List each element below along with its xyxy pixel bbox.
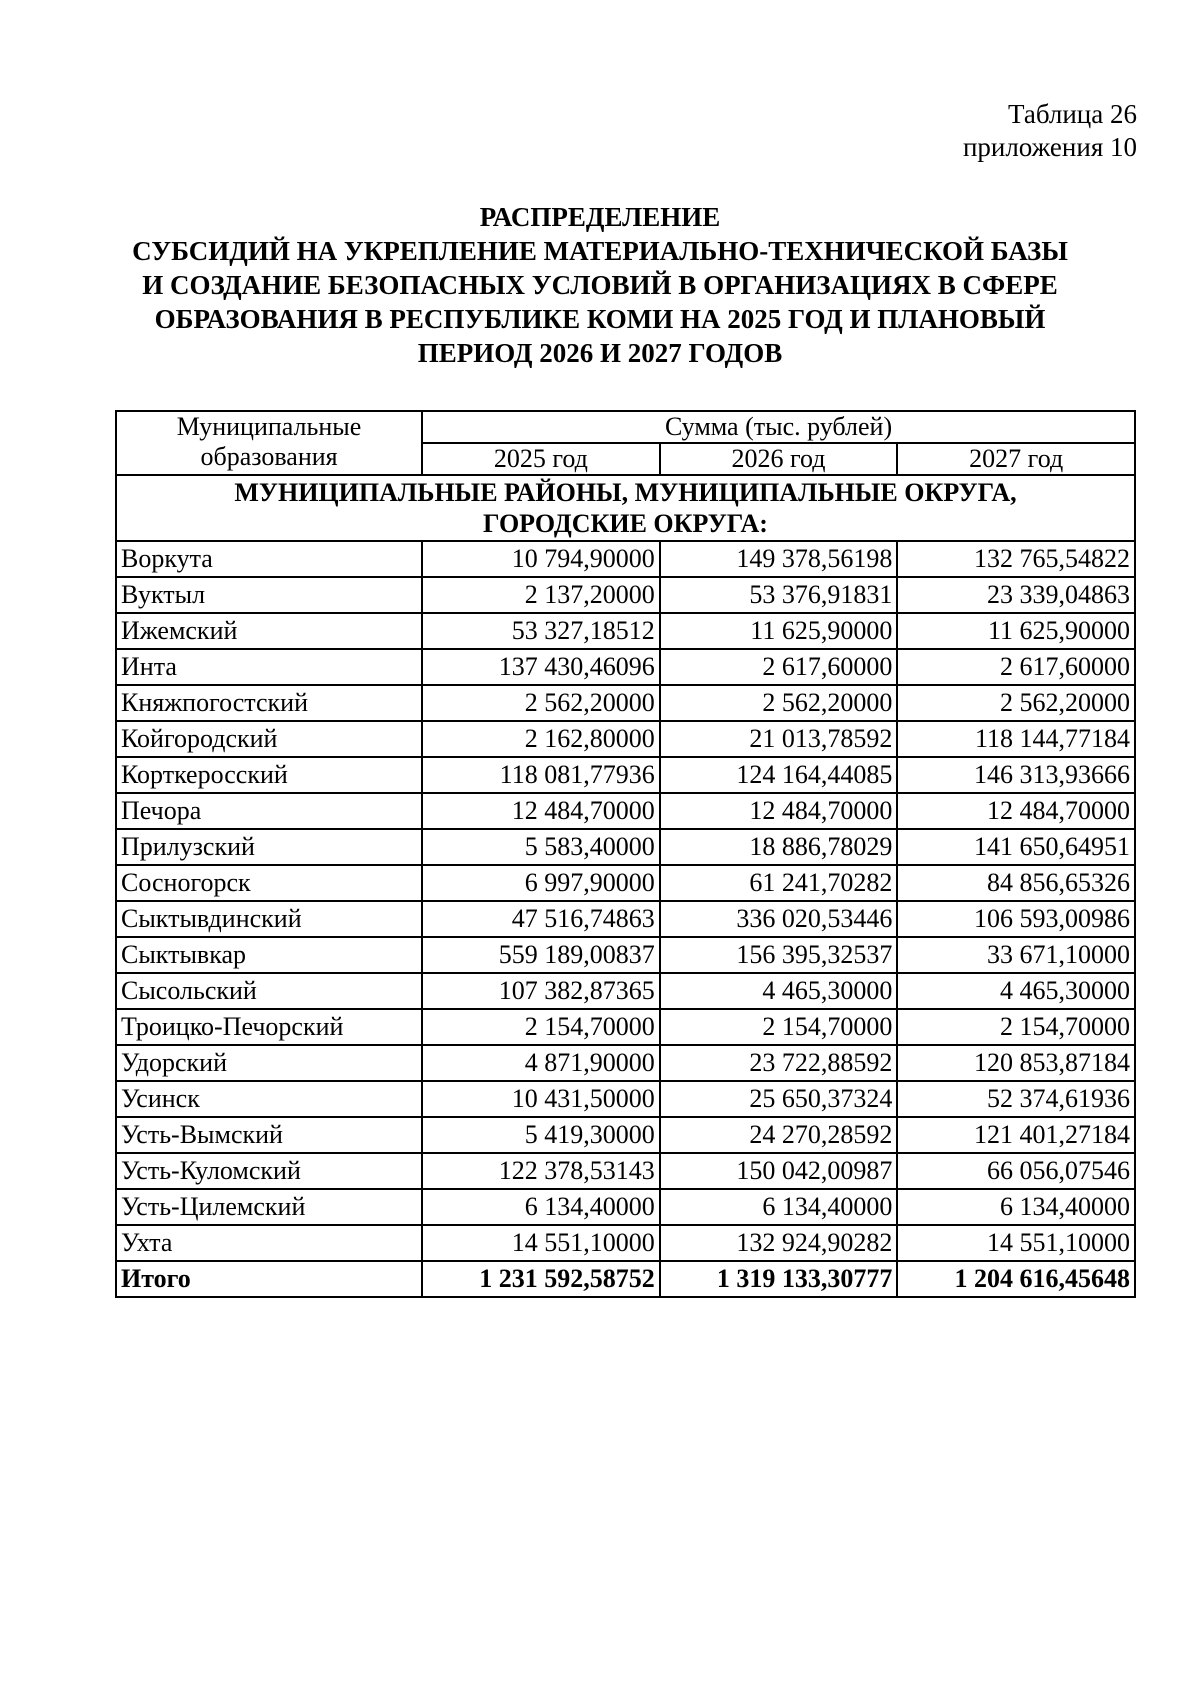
amount-cell: 107 382,87365 xyxy=(422,973,660,1009)
title-line: РАСПРЕДЕЛЕНИЕ xyxy=(479,202,721,232)
amount-cell: 122 378,53143 xyxy=(422,1153,660,1189)
table-reference xyxy=(963,98,1137,164)
table-row xyxy=(116,1189,1135,1225)
table-row xyxy=(116,1153,1135,1189)
table-row xyxy=(116,685,1135,721)
amount-cell: 137 430,46096 xyxy=(422,649,660,685)
amount-cell: 53 376,91831 xyxy=(660,577,898,613)
amount-cell: 2 154,70000 xyxy=(660,1009,898,1045)
municipality-cell: Сыктывдинский xyxy=(116,901,422,937)
amount-cell: 6 134,40000 xyxy=(660,1189,898,1225)
amount-cell: 23 339,04863 xyxy=(897,577,1135,613)
amount-cell: 336 020,53446 xyxy=(660,901,898,937)
amount-cell: 2 137,20000 xyxy=(422,577,660,613)
table-row xyxy=(116,541,1135,577)
municipality-cell: Удорский xyxy=(116,1045,422,1081)
municipality-cell: Печора xyxy=(116,793,422,829)
municipality-cell: Княжпогостский xyxy=(116,685,422,721)
amount-cell: 132 765,54822 xyxy=(897,541,1135,577)
table-row xyxy=(116,829,1135,865)
table-row xyxy=(116,793,1135,829)
amount-cell: 5 419,30000 xyxy=(422,1117,660,1153)
amount-cell: 21 013,78592 xyxy=(660,721,898,757)
municipality-cell: Инта xyxy=(116,649,422,685)
amount-cell: 132 924,90282 xyxy=(660,1225,898,1261)
amount-cell: 559 189,00837 xyxy=(422,937,660,973)
municipality-cell: Итого xyxy=(116,1261,422,1297)
amount-cell: 6 997,90000 xyxy=(422,865,660,901)
table-row xyxy=(116,757,1135,793)
table-row xyxy=(116,721,1135,757)
municipality-cell: Усть-Вымский xyxy=(116,1117,422,1153)
amount-cell: 84 856,65326 xyxy=(897,865,1135,901)
municipality-cell: Усинск xyxy=(116,1081,422,1117)
amount-cell: 10 794,90000 xyxy=(422,541,660,577)
table-row xyxy=(116,937,1135,973)
amount-cell: 14 551,10000 xyxy=(897,1225,1135,1261)
table-row xyxy=(116,901,1135,937)
amount-cell: 150 042,00987 xyxy=(660,1153,898,1189)
amount-cell: 2 617,60000 xyxy=(660,649,898,685)
municipality-cell: Ухта xyxy=(116,1225,422,1261)
amount-cell: 2 162,80000 xyxy=(422,721,660,757)
amount-cell: 124 164,44085 xyxy=(660,757,898,793)
subsidy-distribution-table xyxy=(115,410,1136,1298)
amount-cell: 11 625,90000 xyxy=(897,613,1135,649)
table-row xyxy=(116,577,1135,613)
document-title xyxy=(0,200,1200,370)
municipality-cell: Сосногорск xyxy=(116,865,422,901)
municipality-cell: Усть-Куломский xyxy=(116,1153,422,1189)
column-header-municipal: Муниципальные образования xyxy=(116,411,422,475)
amount-cell: 4 871,90000 xyxy=(422,1045,660,1081)
section-heading: МУНИЦИПАЛЬНЫЕ РАЙОНЫ, МУНИЦИПАЛЬНЫЕ ОКРУГА, ГОРОДСКИЕ ОКРУГА: xyxy=(116,475,1135,541)
amount-cell: 156 395,32537 xyxy=(660,937,898,973)
amount-cell: 118 144,77184 xyxy=(897,721,1135,757)
amount-cell: 6 134,40000 xyxy=(897,1189,1135,1225)
amount-cell: 146 313,93666 xyxy=(897,757,1135,793)
amount-cell: 1 231 592,58752 xyxy=(422,1261,660,1297)
table-row xyxy=(116,1045,1135,1081)
table-row xyxy=(116,973,1135,1009)
amount-cell: 1 204 616,45648 xyxy=(897,1261,1135,1297)
municipality-cell: Ижемский xyxy=(116,613,422,649)
amount-cell: 12 484,70000 xyxy=(422,793,660,829)
amount-cell: 24 270,28592 xyxy=(660,1117,898,1153)
title-line: И СОЗДАНИЕ БЕЗОПАСНЫХ УСЛОВИЙ В ОРГАНИЗАЦИЯХ В СФЕРЕ xyxy=(142,270,1058,300)
amount-cell: 106 593,00986 xyxy=(897,901,1135,937)
amount-cell: 18 886,78029 xyxy=(660,829,898,865)
municipality-cell: Сысольский xyxy=(116,973,422,1009)
amount-cell: 23 722,88592 xyxy=(660,1045,898,1081)
table-row xyxy=(116,649,1135,685)
amount-cell: 2 154,70000 xyxy=(422,1009,660,1045)
amount-cell: 66 056,07546 xyxy=(897,1153,1135,1189)
title-line: ПЕРИОД 2026 И 2027 ГОДОВ xyxy=(417,338,783,368)
amount-cell: 12 484,70000 xyxy=(660,793,898,829)
column-header-sum: Сумма (тыс. рублей) xyxy=(422,411,1135,443)
amount-cell: 2 562,20000 xyxy=(660,685,898,721)
table-row xyxy=(116,1009,1135,1045)
appendix-number: приложения 10 xyxy=(962,132,1137,162)
amount-cell: 61 241,70282 xyxy=(660,865,898,901)
amount-cell: 2 562,20000 xyxy=(422,685,660,721)
amount-cell: 12 484,70000 xyxy=(897,793,1135,829)
table-row xyxy=(116,1117,1135,1153)
amount-cell: 149 378,56198 xyxy=(660,541,898,577)
amount-cell: 47 516,74863 xyxy=(422,901,660,937)
table-row xyxy=(116,865,1135,901)
title-line: СУБСИДИЙ НА УКРЕПЛЕНИЕ МАТЕРИАЛЬНО-ТЕХНИЧЕСКОЙ БАЗЫ xyxy=(132,236,1068,266)
table-number: Таблица 26 xyxy=(1008,99,1137,129)
amount-cell: 25 650,37324 xyxy=(660,1081,898,1117)
amount-cell: 53 327,18512 xyxy=(422,613,660,649)
municipality-cell: Усть-Цилемский xyxy=(116,1189,422,1225)
amount-cell: 2 617,60000 xyxy=(897,649,1135,685)
amount-cell: 5 583,40000 xyxy=(422,829,660,865)
column-header-year: 2027 год xyxy=(897,443,1135,475)
table-row xyxy=(116,1225,1135,1261)
municipality-cell: Троицко-Печорский xyxy=(116,1009,422,1045)
amount-cell: 2 154,70000 xyxy=(897,1009,1135,1045)
amount-cell: 52 374,61936 xyxy=(897,1081,1135,1117)
municipality-cell: Прилузский xyxy=(116,829,422,865)
column-header-year: 2026 год xyxy=(660,443,898,475)
amount-cell: 120 853,87184 xyxy=(897,1045,1135,1081)
amount-cell: 14 551,10000 xyxy=(422,1225,660,1261)
table-row xyxy=(116,1081,1135,1117)
municipality-cell: Воркута xyxy=(116,541,422,577)
amount-cell: 33 671,10000 xyxy=(897,937,1135,973)
amount-cell: 141 650,64951 xyxy=(897,829,1135,865)
amount-cell: 118 081,77936 xyxy=(422,757,660,793)
amount-cell: 2 562,20000 xyxy=(897,685,1135,721)
municipality-cell: Сыктывкар xyxy=(116,937,422,973)
municipality-cell: Койгородский xyxy=(116,721,422,757)
title-line: ОБРАЗОВАНИЯ В РЕСПУБЛИКЕ КОМИ НА 2025 ГОД И ПЛАНОВЫЙ xyxy=(154,304,1046,334)
table-row xyxy=(116,613,1135,649)
amount-cell: 6 134,40000 xyxy=(422,1189,660,1225)
amount-cell: 1 319 133,30777 xyxy=(660,1261,898,1297)
amount-cell: 10 431,50000 xyxy=(422,1081,660,1117)
amount-cell: 11 625,90000 xyxy=(660,613,898,649)
municipality-cell: Корткеросский xyxy=(116,757,422,793)
total-row xyxy=(116,1261,1135,1297)
municipality-cell: Вуктыл xyxy=(116,577,422,613)
amount-cell: 4 465,30000 xyxy=(660,973,898,1009)
column-header-year: 2025 год xyxy=(422,443,660,475)
amount-cell: 4 465,30000 xyxy=(897,973,1135,1009)
amount-cell: 121 401,27184 xyxy=(897,1117,1135,1153)
